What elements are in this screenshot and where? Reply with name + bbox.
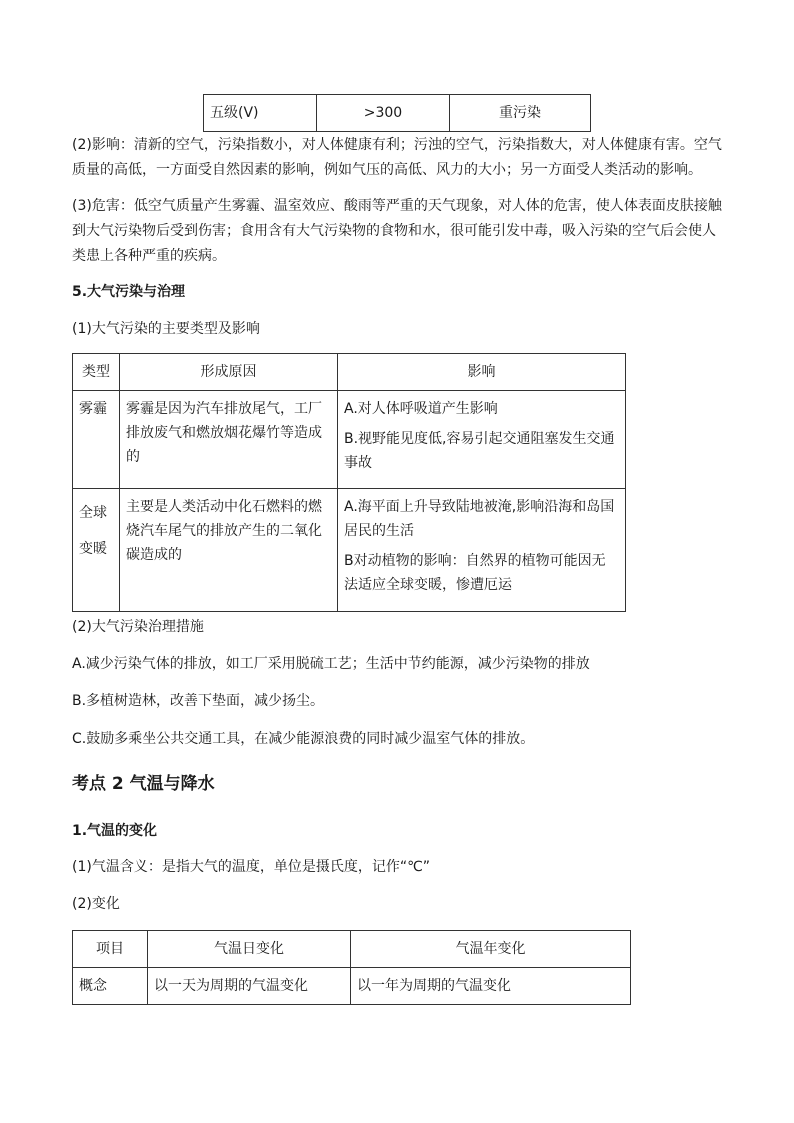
effect-item: B.视野能见度低,容易引起交通阻塞发生交通事故 (344, 431, 615, 471)
effect-item: A.对人体呼吸道产生影响 (344, 401, 498, 417)
measure-item: A.减少污染气体的排放，如工厂采用脱硫工艺；生活中节约能源，减少污染物的排放 (72, 656, 590, 672)
cause-cell: 主要是人类活动中化石燃料的燃烧汽车尾气的排放产生的二氧化碳造成的 (120, 489, 338, 612)
section-title-temperature: 1.气温的变化 (72, 823, 158, 839)
grade-status-cell: 重污染 (450, 95, 591, 132)
header-effect: 影响 (338, 354, 626, 391)
annual-cell: 以一年为周期的气温变化 (351, 968, 631, 1005)
header-type: 类型 (73, 354, 120, 391)
subsection-title-types: (1)大气污染的主要类型及影响 (72, 321, 260, 337)
effect-cell (338, 489, 626, 612)
measure-item: C.鼓励多乘坐公共交通工具，在减少能源浪费的同时减少温室气体的排放。 (72, 731, 535, 747)
paragraph-influence: (2)影响：清新的空气，污染指数小，对人体健康有利；污浊的空气，污染指数大，对人体健康有害。空气质量的高低，一方面受自然因素的影响，例如气压的高低、风力的大小；另一方面受人类活动的影响。 (72, 137, 722, 178)
effect-cell (338, 391, 626, 489)
concept-cell: 概念 (73, 968, 148, 1005)
header-item: 项目 (73, 931, 148, 968)
type-cell: 雾霾 (73, 391, 120, 489)
type-cell: 全球变暖 (73, 489, 120, 612)
effect-item: B对动植物的影响：自然界的植物可能因无法适应全球变暖，惨遭厄运 (344, 553, 606, 593)
table-header-row (73, 354, 626, 391)
cause-cell: 雾霾是因为汽车排放尾气，工厂排放废气和燃放烟花爆竹等造成的 (120, 391, 338, 489)
header-daily: 气温日变化 (148, 931, 351, 968)
pollution-types-table (72, 353, 626, 612)
table-row (204, 95, 591, 132)
subsection-title-change: (2)变化 (72, 896, 120, 912)
daily-cell: 以一天为周期的气温变化 (148, 968, 351, 1005)
header-annual: 气温年变化 (351, 931, 631, 968)
temperature-meaning: (1)气温含义：是指大气的温度，单位是摄氏度，记作“℃” (72, 859, 431, 875)
measure-item: B.多植树造林，改善下垫面，减少扬尘。 (72, 693, 325, 709)
effect-item: A.海平面上升导致陆地被淹,影响沿海和岛国居民的生活 (344, 499, 615, 539)
paragraph-harm: (3)危害：低空气质量产生雾霾、温室效应、酸雨等严重的天气现象，对人体的危害，使人体表面皮肤接触到大气污染物后受到伤害；食用含有大气污染物的食物和水，很可能引发中毒，吸入污染的空气后会使人类患上各种严重的疾病。 (72, 198, 722, 264)
table-row (73, 489, 626, 612)
header-cause: 形成原因 (120, 354, 338, 391)
temperature-change-table (72, 930, 631, 1005)
table-row (73, 391, 626, 489)
section-title-pollution: 5.大气污染与治理 (72, 284, 186, 300)
subsection-title-measures: (2)大气污染治理措施 (72, 619, 204, 635)
grade-level-cell: 五级(Ⅴ) (204, 95, 317, 132)
table-row (73, 968, 631, 1005)
pollution-grade-table (203, 94, 591, 132)
grade-index-cell: >300 (317, 95, 450, 132)
table-header-row (73, 931, 631, 968)
kaodian-heading: 考点 2 气温与降水 (72, 774, 215, 794)
